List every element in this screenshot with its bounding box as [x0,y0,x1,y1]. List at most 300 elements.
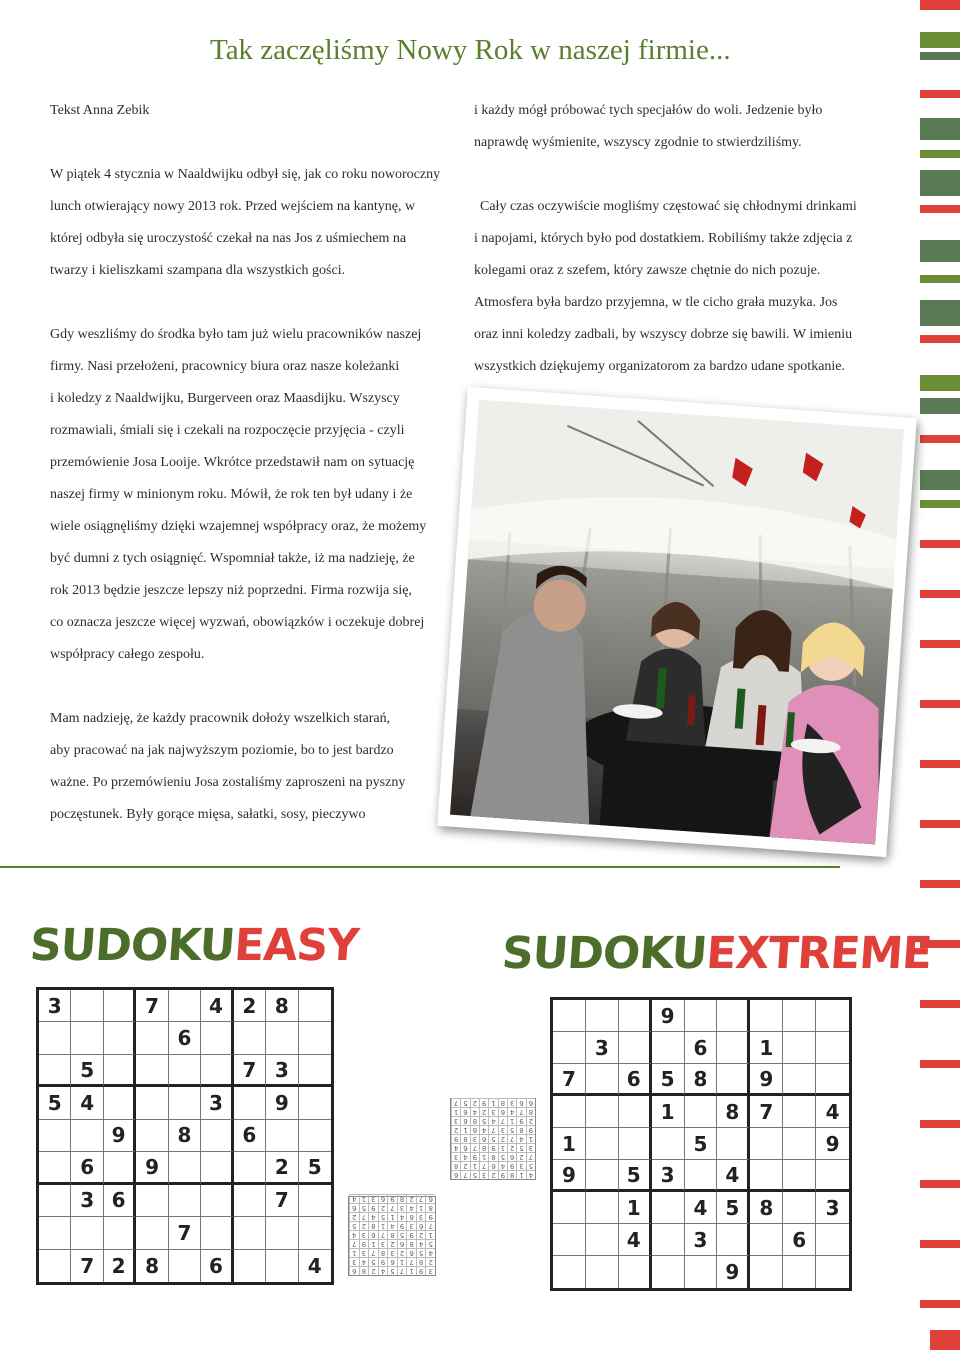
solution-cell: 8 [387,1230,397,1239]
sudoku-cell [553,1224,586,1256]
stripe [920,1060,960,1068]
stripe [920,275,960,283]
sudoku-cell [299,1120,331,1152]
solution-cell: 8 [397,1194,407,1203]
solution-cell: 6 [488,1161,497,1170]
sudoku-cell: 1 [750,1032,783,1064]
sudoku-cell [299,1055,331,1087]
solution-cell: 4 [349,1230,359,1239]
left-text-line: współpracy całego zespołu. [50,647,205,662]
solution-cell: 4 [359,1257,369,1266]
sudoku-cell [201,1055,233,1087]
solution-cell: 3 [368,1194,378,1203]
sudoku-cell [39,1185,71,1217]
right-text-line: Atmosfera była bardzo przyjemna, w tle cicho grała muzyka. Jos [474,295,838,310]
left-text-line: wiele osiągnęliśmy dzięki wzajemnej współpracy oraz, że możemy [50,519,427,534]
sudoku-cell [234,1185,266,1217]
left-text-line: rok 2013 będzie jeszcze lepszy niż poprzedni. Firma rozwija się, [50,583,412,598]
sudoku-cell [169,990,201,1022]
solution-cell: 6 [460,1116,469,1125]
solution-cell: 7 [368,1248,378,1257]
sudoku-cell: 5 [717,1192,750,1224]
solution-cell: 7 [526,1152,535,1161]
sudoku-cell: 8 [169,1120,201,1152]
sudoku-cell [619,1096,652,1128]
solution-cell: 7 [479,1161,488,1170]
sudoku-cell: 2 [234,990,266,1022]
sudoku-cell [652,1224,685,1256]
sudoku-cell [234,1217,266,1249]
sudoku-cell: 5 [619,1160,652,1192]
sudoku-cell [685,1000,718,1032]
sudoku-cell [136,1185,168,1217]
solution-cell: 2 [378,1203,388,1212]
left-text-line: aby pracować na jak najwyższym poziomie, bo to jest bardzo [50,743,394,758]
solution-cell: 4 [470,1107,479,1116]
sudoku-cell [619,1256,652,1288]
solution-cell: 6 [498,1107,507,1116]
solution-cell: 2 [470,1098,479,1107]
solution-cell: 5 [425,1239,435,1248]
solution-cell: 2 [451,1125,460,1134]
stripe [920,590,960,598]
stripe [920,150,960,158]
right-text-line: oraz inni koledzy zadbali, by wszyscy dobrze się bawili. W imieniu [474,327,853,342]
sudoku-easy-title-a: SUDOKU [28,920,237,971]
sudoku-cell [586,1256,619,1288]
sudoku-cell: 8 [750,1192,783,1224]
sudoku-cell [783,1128,816,1160]
solution-cell: 8 [368,1221,378,1230]
sudoku-cell: 9 [104,1120,136,1152]
solution-cell: 4 [397,1212,407,1221]
divider-line [0,866,840,868]
stripe [930,1330,960,1350]
right-text-line: kolegami oraz z szefem, który zawsze chętnie do nich pozuje. [474,263,821,278]
sudoku-cell [750,1224,783,1256]
left-text-line: naszej firmy w minionym roku. Mówił, że rok ten był udany i że [50,487,413,502]
stripe [920,435,960,443]
sudoku-easy-grid [36,987,334,1285]
sudoku-cell [201,1152,233,1184]
sudoku-cell: 4 [307,1253,322,1278]
solution-cell: 8 [479,1143,488,1152]
sudoku-cell [750,1256,783,1288]
sudoku-cell [169,1087,201,1119]
solution-cell: 8 [460,1134,469,1143]
solution-cell: 6 [368,1230,378,1239]
solution-cell: 1 [479,1152,488,1161]
stripe [920,1240,960,1248]
sudoku-cell: 7 [266,1185,298,1217]
solution-cell: 1 [460,1125,469,1134]
solution-cell: 3 [387,1248,397,1257]
solution-cell: 1 [378,1221,388,1230]
stripe [920,1300,960,1308]
stripe [920,640,960,648]
sudoku-cell [553,1192,586,1224]
solution-cell: 3 [498,1125,507,1134]
solution-cell: 7 [387,1203,397,1212]
sudoku-cell: 3 [685,1224,718,1256]
sudoku-cell [783,1032,816,1064]
sudoku-cell: 9 [266,1087,298,1119]
solution-cell: 1 [406,1266,416,1275]
solution-cell: 7 [378,1230,388,1239]
solution-cell: 4 [479,1125,488,1134]
sudoku-cell [619,1128,652,1160]
solution-cell: 1 [359,1194,369,1203]
solution-cell: 3 [359,1230,369,1239]
decorative-stripes [920,0,960,1358]
left-text-line: rozmawiali, śmiali się i czekali na rozpoczęcie przyjęcia - czyli [50,423,405,438]
solution-cell: 1 [425,1230,435,1239]
sudoku-cell: 5 [685,1128,718,1160]
sudoku-cell: 1 [652,1096,685,1128]
sudoku-cell: 1 [619,1192,652,1224]
sudoku-cell: 9 [652,1000,685,1032]
sudoku-cell [652,1032,685,1064]
solution-cell: 4 [387,1221,397,1230]
sudoku-cell [104,990,136,1022]
solution-cell: 5 [488,1134,497,1143]
stripe [920,300,960,326]
sudoku-cell [816,1000,849,1032]
sudoku-cell [783,1192,816,1224]
right-text-line: i każdy mógł próbować tych specjałów do woli. Jedzenie było [474,103,823,118]
left-text-line: W piątek 4 stycznia w Naaldwijku odbył się, jak co roku noworoczny [50,167,441,182]
solution-cell: 9 [368,1203,378,1212]
stripe [920,32,960,48]
sudoku-cell: 3 [201,1087,233,1119]
solution-cell: 2 [479,1107,488,1116]
sudoku-cell [717,1000,750,1032]
sudoku-cell [71,1120,103,1152]
sudoku-cell [586,1128,619,1160]
sudoku-cell [39,1022,71,1054]
solution-cell: 4 [378,1266,388,1275]
solution-cell: 1 [451,1107,460,1116]
stripe [920,1000,960,1008]
solution-cell: 4 [416,1239,426,1248]
sudoku-cell [299,1087,331,1119]
sudoku-cell [136,1087,168,1119]
solution-cell: 3 [479,1170,488,1179]
solution-cell: 1 [416,1203,426,1212]
sudoku-cell: 6 [234,1120,266,1152]
solution-cell: 8 [416,1257,426,1266]
stripe [920,1180,960,1188]
sudoku-cell [586,1096,619,1128]
sudoku-cell [104,1152,136,1184]
solution-cell: 5 [526,1161,535,1170]
sudoku-cell [717,1224,750,1256]
sudoku-cell: 6 [71,1152,103,1184]
solution-cell: 5 [349,1221,359,1230]
solution-cell: 6 [397,1239,407,1248]
solution-cell: 2 [387,1239,397,1248]
solution-cell: 2 [507,1143,516,1152]
solution-cell: 5 [378,1212,388,1221]
solution-cell: 7 [416,1194,426,1203]
sudoku-cell: 9 [750,1064,783,1096]
sudoku-cell: 4 [71,1087,103,1119]
solution-cell: 1 [470,1161,479,1170]
sudoku-extreme-title-a: SUDOKU [500,928,709,979]
sudoku-cell: 7 [71,1250,103,1282]
solution-cell: 2 [526,1116,535,1125]
sudoku-cell [619,1000,652,1032]
solution-cell: 6 [387,1257,397,1266]
stripe [920,205,960,213]
sudoku-cell [299,1022,331,1054]
photo-image [450,400,904,845]
sudoku-cell [299,990,331,1022]
sudoku-extreme-grid [550,997,852,1291]
solution-cell: 7 [397,1266,407,1275]
sudoku-cell: 3 [266,1055,298,1087]
sudoku-cell [169,1055,201,1087]
solution-cell: 1 [526,1134,535,1143]
sudoku-cell [783,1096,816,1128]
sudoku-cell [586,1224,619,1256]
sudoku-cell: 1 [553,1128,586,1160]
sudoku-cell [553,1000,586,1032]
solution-cell: 5 [516,1143,525,1152]
solution-cell: 2 [488,1170,497,1179]
left-text-line: Gdy weszliśmy do środka było tam już wielu pracowników naszej [50,327,422,342]
sudoku-cell: 7 [750,1096,783,1128]
sudoku-cell: 6 [104,1185,136,1217]
solution-cell: 4 [406,1203,416,1212]
left-text-line: być dumni z tych osiągnięć. Wspomniał także, iż ma nadzieję, że [50,551,415,566]
sudoku-cell [71,1022,103,1054]
solution-cell: 2 [425,1257,435,1266]
sudoku-cell [586,1064,619,1096]
sudoku-cell [266,1217,298,1249]
sudoku-cell [553,1096,586,1128]
sudoku-cell [783,1160,816,1192]
sudoku-cell: 2 [104,1250,136,1282]
sudoku-cell: 7 [136,990,168,1022]
solution-cell: 4 [516,1134,525,1143]
solution-cell: 9 [526,1125,535,1134]
sudoku-cell [685,1096,718,1128]
sudoku-cell [39,1055,71,1087]
solution-cell: 9 [406,1230,416,1239]
left-text-line: twarzy i kieliszkami szampana dla wszystkich gości. [50,263,346,278]
solution-cell: 5 [479,1116,488,1125]
solution-cell: 9 [507,1161,516,1170]
solution-cell: 9 [451,1134,460,1143]
solution-cell: 9 [397,1221,407,1230]
sudoku-cell [783,1256,816,1288]
sudoku-cell [201,1185,233,1217]
solution-cell: 4 [368,1212,378,1221]
solution-cell: 3 [359,1248,369,1257]
solution-cell: 9 [516,1116,525,1125]
solution-cell: 7 [507,1134,516,1143]
solution-cell: 9 [498,1170,507,1179]
sudoku-cell [104,1217,136,1249]
solution-cell: 5 [460,1098,469,1107]
solution-cell: 8 [488,1152,497,1161]
sudoku-cell [266,1022,298,1054]
solution-cell: 5 [397,1230,407,1239]
solution-cell: 7 [349,1239,359,1248]
solution-cell: 6 [349,1266,359,1275]
sudoku-cell: 3 [816,1192,849,1224]
sudoku-cell [816,1160,849,1192]
solution-cell: 9 [470,1152,479,1161]
solution-cell: 4 [507,1107,516,1116]
sudoku-cell: 5 [299,1152,331,1184]
solution-cell: 6 [378,1194,388,1203]
solution-cell: 5 [498,1152,507,1161]
sudoku-cell [553,1256,586,1288]
solution-cell: 7 [498,1116,507,1125]
solution-cell: 1 [488,1098,497,1107]
sudoku-cell [169,1185,201,1217]
solution-cell: 9 [425,1212,435,1221]
sudoku-cell [169,1250,201,1282]
right-text-line: naprawdę wyśmienite, wszyscy zgodnie to stwierdziliśmy. [474,135,802,150]
solution-cell: 6 [460,1107,469,1116]
stripe [920,398,960,414]
sudoku-extreme-title [500,928,933,979]
solution-cell: 2 [416,1230,426,1239]
sudoku-cell [299,1185,331,1217]
solution-cell: 6 [425,1194,435,1203]
sudoku-cell: 4 [816,1096,849,1128]
solution-cell: 7 [451,1098,460,1107]
solution-cell: 3 [451,1116,460,1125]
stripe [920,700,960,708]
solution-cell: 4 [488,1116,497,1125]
sudoku-cell: 9 [553,1160,586,1192]
stripe [920,118,960,140]
solution-cell: 2 [460,1161,469,1170]
solution-cell: 6 [460,1143,469,1152]
solution-cell: 4 [526,1170,535,1179]
solution-cell: 7 [359,1212,369,1221]
sudoku-cell: 4 [717,1160,750,1192]
sudoku-cell [234,1087,266,1119]
stripe [920,52,960,60]
solution-cell: 4 [349,1194,359,1203]
sudoku-cell: 4 [685,1192,718,1224]
solution-cell: 6 [406,1212,416,1221]
sudoku-cell: 3 [39,990,71,1022]
solution-cell: 8 [425,1203,435,1212]
sudoku-easy-solution [348,1196,436,1276]
solution-cell: 7 [470,1143,479,1152]
solution-cell: 9 [387,1194,397,1203]
sudoku-cell [750,1000,783,1032]
sudoku-cell: 6 [783,1224,816,1256]
left-text-line: i koledzy z Naaldwijku, Burgerveen oraz Maasdijku. Wszyscy [50,391,400,406]
sudoku-cell [39,1250,71,1282]
solution-cell: 1 [349,1248,359,1257]
solution-cell: 4 [498,1161,507,1170]
solution-cell: 9 [416,1266,426,1275]
sudoku-cell [652,1128,685,1160]
sudoku-cell [652,1192,685,1224]
sudoku-cell [553,1032,586,1064]
solution-cell: 2 [359,1221,369,1230]
solution-cell: 5 [387,1266,397,1275]
sudoku-cell [39,1120,71,1152]
sudoku-cell [39,1217,71,1249]
sudoku-cell: 9 [136,1152,168,1184]
right-text-line: wszystkich dziękujemy organizatorom za bardzo udane spotkanie. [474,359,846,374]
solution-cell: 7 [460,1170,469,1179]
sudoku-cell: 6 [201,1250,233,1282]
sudoku-cell: 7 [553,1064,586,1096]
solution-cell: 3 [470,1134,479,1143]
sudoku-cell [234,1152,266,1184]
solution-cell: 3 [526,1143,535,1152]
solution-cell: 6 [416,1221,426,1230]
solution-cell: 9 [488,1143,497,1152]
sudoku-cell [299,1217,331,1249]
sudoku-cell [717,1032,750,1064]
sudoku-extreme-solution [450,1098,536,1180]
sudoku-cell [266,1120,298,1152]
left-column [50,95,460,831]
stripe [920,170,960,196]
solution-cell: 1 [507,1116,516,1125]
sudoku-cell: 3 [652,1160,685,1192]
solution-cell: 8 [507,1170,516,1179]
solution-cell: 1 [387,1212,397,1221]
solution-cell: 5 [416,1248,426,1257]
sudoku-cell [234,1250,266,1282]
solution-cell: 9 [359,1239,369,1248]
stripe [920,470,960,490]
solution-cell: 8 [498,1098,507,1107]
right-text-line: i napojami, których było pod dostatkiem. Robiliśmy także zdjęcia z [474,231,853,246]
solution-cell: 7 [425,1221,435,1230]
solution-cell: 3 [451,1152,460,1161]
solution-cell: 8 [516,1125,525,1134]
sudoku-easy-title-b: EASY [232,920,360,971]
solution-cell: 2 [349,1212,359,1221]
solution-cell: 8 [406,1239,416,1248]
sudoku-cell: 3 [71,1185,103,1217]
left-text-line: co oznacza jeszcze więcej wyzwań, obowiązków i oczekuje dobrej [50,615,425,630]
sudoku-cell: 7 [169,1217,201,1249]
solution-cell: 1 [516,1170,525,1179]
solution-cell: 1 [498,1143,507,1152]
stripe [920,500,960,508]
sudoku-cell [201,1022,233,1054]
sudoku-cell [136,1022,168,1054]
sudoku-cell: 8 [685,1064,718,1096]
stripe [920,335,960,343]
stripe [920,90,960,98]
solution-cell: 6 [406,1248,416,1257]
solution-cell: 4 [451,1143,460,1152]
solution-cell: 2 [406,1194,416,1203]
solution-cell: 3 [425,1266,435,1275]
solution-cell: 3 [488,1107,497,1116]
sudoku-cell: 9 [816,1128,849,1160]
solution-cell: 5 [507,1125,516,1134]
right-column [474,95,894,383]
solution-cell: 1 [397,1257,407,1266]
sudoku-cell [104,1022,136,1054]
